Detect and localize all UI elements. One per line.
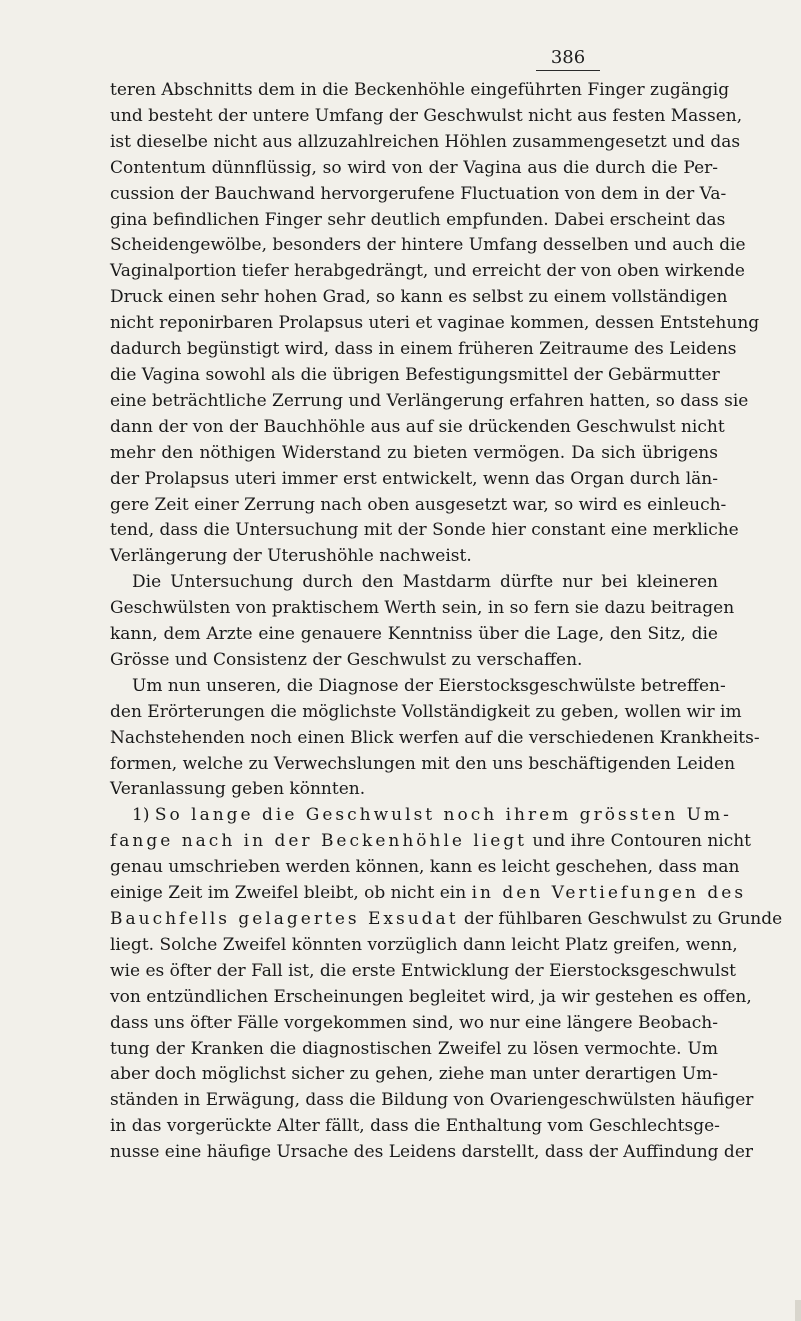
text-line <box>110 907 783 933</box>
text-line: von entzündlichen Erscheinungen begleitet wird, ja wir gestehen es offen, <box>110 986 752 1007</box>
text-line: mehr den nöthigen Widerstand zu bieten vermögen. Da sich übrigens <box>110 442 718 463</box>
emphasized-text: Bauchfells gelagertes Exsudat <box>110 909 459 929</box>
text-line <box>110 881 747 907</box>
text-line: wie es öfter der Fall ist, die erste Entwicklung der Eierstocksgeschwulst <box>110 960 737 981</box>
text-span: der fühlbaren Geschwulst zu Grunde <box>458 909 783 929</box>
text-line: nicht reponirbaren Prolapsus uteri et vaginae kommen, dessen Entstehung <box>110 313 760 334</box>
text-line: ist dieselbe nicht aus allzuzahlreichen Höhlen zusammengesetzt und das <box>110 131 741 152</box>
text-line: teren Abschnitts dem in die Beckenhöhle eingeführten Finger zugängig <box>110 80 730 100</box>
text-line: dass uns öfter Fälle vorgekommen sind, wo nur eine längere Beobach- <box>110 1012 718 1033</box>
text-line: formen, welche zu Verwechslungen mit den uns beschäftigenden Leiden <box>110 753 736 774</box>
text-line: den Erörterungen die möglichste Vollständigkeit zu geben, wollen wir im <box>110 701 742 722</box>
text-line: gina befindlichen Finger sehr deutlich empfunden. Dabei erscheint das <box>110 209 726 230</box>
text-line: cussion der Bauchwand hervorgerufene Fluctuation von dem in der Va- <box>110 183 727 204</box>
text-line: Scheidengewölbe, besonders der hintere Umfang desselben und auch die <box>110 235 746 256</box>
page-edge-mark <box>795 1300 801 1321</box>
text-span: einige Zeit im Zweifel bleibt, ob nicht ein <box>110 883 472 904</box>
text-line: Grösse und Consistenz der Geschwulst zu verschaffen. <box>110 649 583 670</box>
list-number: 1) <box>132 805 155 826</box>
text-line: genau umschrieben werden können, kann es leicht geschehen, dass man <box>110 857 740 878</box>
text-line: Die Untersuchung durch den Mastdarm dürfte nur bei kleineren <box>132 572 718 593</box>
text-line: kann, dem Arzte eine genauere Kenntniss über die Lage, den Sitz, die <box>110 624 718 645</box>
text-line <box>110 803 732 829</box>
emphasized-text: So lange die Geschwulst noch ihrem grössten Um- <box>154 805 732 826</box>
text-line: tend, dass die Untersuchung mit der Sonde hier constant eine merkliche <box>110 520 739 541</box>
text-line: Geschwülsten von praktischem Werth sein, in so fern sie dazu beitragen <box>110 598 735 619</box>
text-line: liegt. Solche Zweifel könnten vorzüglich dann leicht Platz greifen, wenn, <box>110 934 738 955</box>
text-line: in das vorgerückte Alter fällt, dass die Enthaltung vom Geschlechtsge- <box>110 1116 720 1137</box>
text-line: tung der Kranken die diagnostischen Zweifel zu lösen vermochte. Um <box>110 1038 718 1059</box>
text-lines <box>110 78 760 803</box>
text-line: die Vagina sowohl als die übrigen Befestigungsmittel der Gebärmutter <box>110 364 720 385</box>
text-line: gere Zeit einer Zerrung nach oben ausgesetzt war, so wird es einleuch- <box>110 494 727 515</box>
text-line: nusse eine häufige Ursache des Leidens darstellt, dass der Auffindung der <box>110 1142 754 1163</box>
text-line: dadurch begünstigt wird, dass in einem früheren Zeitraume des Leidens <box>110 339 737 360</box>
page-number: 386 <box>536 48 600 71</box>
text-line: Contentum dünnflüssig, so wird von der Vagina aus die durch die Per- <box>110 157 718 178</box>
text-line: Verlängerung der Uterushöhle nachweist. <box>110 546 472 567</box>
text-line: ständen in Erwägung, dass die Bildung von Ovariengeschwülsten häufiger <box>110 1090 754 1111</box>
text-line: der Prolapsus uteri immer erst entwickelt, wenn das Organ durch län- <box>110 468 718 489</box>
emphasized-text: in den Vertiefungen des <box>471 883 747 904</box>
text-line: Um nun unseren, die Diagnose der Eierstocksgeschwülste betreffen- <box>132 675 726 696</box>
text-line: Veranlassung geben könnten. <box>110 779 366 800</box>
text-line: Nachstehenden noch einen Blick werfen auf die verschiedenen Krankheits- <box>110 727 760 748</box>
emphasized-text: fange nach in der Beckenhöhle liegt <box>110 831 528 852</box>
body-text <box>110 78 783 1166</box>
text-span: und ihre Contouren nicht <box>527 831 752 852</box>
text-line: Druck einen sehr hohen Grad, so kann es selbst zu einem vollständigen <box>110 287 728 308</box>
text-line <box>110 829 752 855</box>
text-line: dann der von der Bauchhöhle aus auf sie drückenden Geschwulst nicht <box>110 416 725 437</box>
text-line: und besteht der untere Umfang der Geschwulst nicht aus festen Massen, <box>110 105 743 126</box>
text-line: aber doch möglichst sicher zu gehen, ziehe man unter derartigen Um- <box>110 1064 718 1085</box>
text-line: Vaginalportion tiefer herabgedrängt, und erreicht der von oben wirkende <box>110 261 745 282</box>
text-line: eine beträchtliche Zerrung und Verlängerung erfahren hatten, so dass sie <box>110 390 749 411</box>
